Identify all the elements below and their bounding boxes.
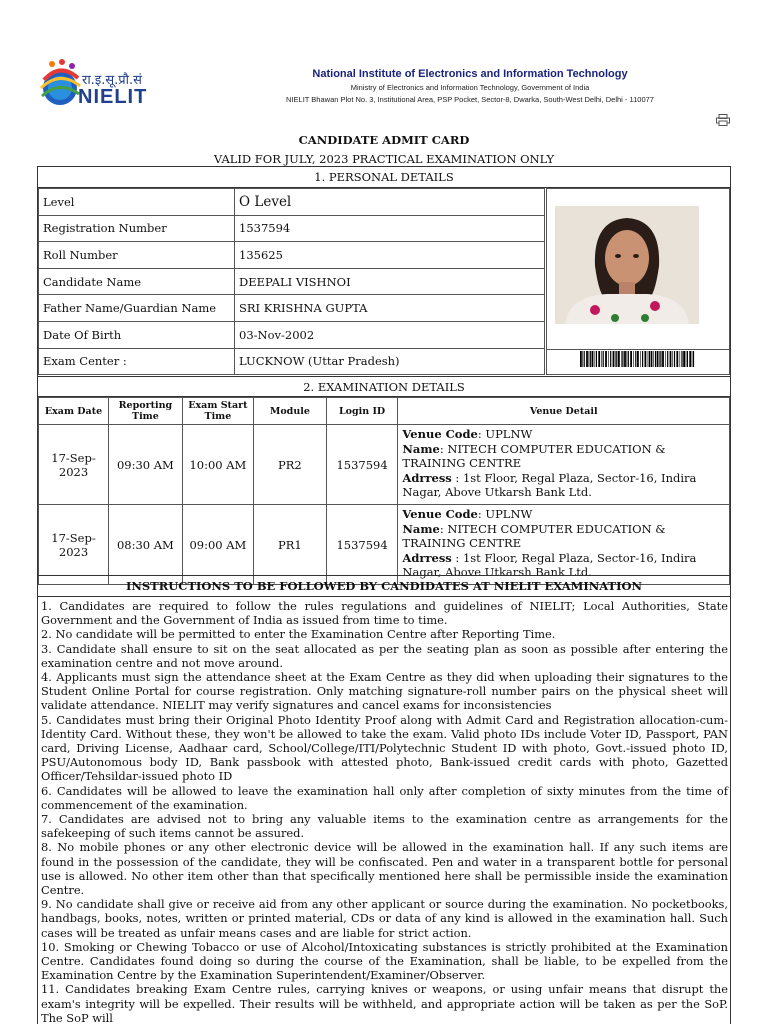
personal-row — [39, 189, 545, 216]
exam-column-header: Exam Start Time — [182, 398, 253, 425]
instructions-heading: INSTRUCTIONS TO BE FOLLOWED BY CANDIDATES AT NIELIT EXAMINATION — [38, 575, 730, 597]
exam-date-cell: 17-Sep-2023 — [39, 505, 109, 585]
page-header — [0, 0, 768, 120]
venue-name-label: Name — [402, 441, 440, 456]
print-icon[interactable] — [716, 114, 730, 126]
exam-column-header: Login ID — [326, 398, 398, 425]
candidate-photo — [555, 206, 699, 324]
personal-label: Father Name/Guardian Name — [39, 295, 235, 322]
instruction-item: 5. Candidates must bring their Original Photo Identity Proof along with Admit Card and Registration allocation-cum-Identity Card. Without these, they won't be allowed to take the exam. Valid photo IDs include Voter ID, Passport, PAN card, Driving License, Aadhaar card, School/College/ITI/Polytechnic Student ID with photo, Govt.-issued photo ID, PSU/Autonomous body ID, Bank passbook with attested photo, Bank-issued credit cards with photo, Gazetted Officer/Tehsildar-issued photo ID — [41, 712, 728, 784]
instruction-item: 3. Candidate shall ensure to sit on the seat allocated as per the seating plan as soon as possible after entering the examination centre and not move around. — [41, 641, 728, 670]
instructions-list — [41, 599, 728, 1025]
admit-card-title: CANDIDATE ADMIT CARD — [298, 133, 470, 147]
exam-module-cell: PR2 — [254, 425, 327, 505]
personal-row — [39, 348, 545, 375]
instruction-item: 8. No mobile phones or any other electronic device will be allowed in the examination hall. If any such items are found in the possession of the candidate, they will be confiscated. Pen and water in a transparent bottle for personal use is allowed. No other item other than that specifically mentioned here shall be permissible inside the examination Centre. — [41, 840, 728, 898]
venue-address-label: Adrress — [402, 550, 452, 565]
personal-label: Date Of Birth — [39, 321, 235, 348]
address-line: NIELIT Bhawan Plot No. 3, Institutional Area, PSP Pocket, Sector-8, Dwarka, South-West Delhi, Delhi - 110077 — [286, 95, 654, 104]
instruction-item: 6. Candidates will be allowed to leave the examination hall only after completion of sixty minutes from the time of commencement of the examination. — [41, 783, 728, 812]
instruction-item: 11. Candidates breaking Exam Centre rules, carrying knives or weapons, or using unfair means that disrupt the exam's integrity will be expelled. Their results will be withheld, and appropriate action will be taken as per the SoP. The SoP will — [41, 982, 728, 1025]
logo-text: NIELIT — [78, 86, 148, 108]
personal-row — [39, 242, 545, 269]
personal-label: Candidate Name — [39, 268, 235, 295]
personal-value: 03-Nov-2002 — [235, 321, 545, 348]
personal-value: O Level — [235, 189, 545, 216]
instruction-item: 1. Candidates are required to follow the rules regulations and guidelines of NIELIT; Local Authorities, State Government and the Government of India as issued from time to time. — [41, 599, 728, 628]
personal-row — [39, 268, 545, 295]
personal-label: Registration Number — [39, 215, 235, 242]
instruction-item: 2. No candidate will be permitted to enter the Examination Centre after Reporting Time. — [41, 627, 556, 642]
instruction-item: 10. Smoking or Chewing Tobacco or use of Alcohol/Intoxicating substances is strictly prohibited at the Examination Centre. Candidates found doing so during the course of the Examination, shall be liable, to be expelled from the Examination Centre by the Examination Superintendent/Examiner/Observer. — [41, 939, 728, 983]
exam-row — [39, 425, 730, 505]
personal-label: Exam Center : — [39, 348, 235, 375]
exam-date-cell: 17-Sep-2023 — [39, 425, 109, 505]
venue-code: : UPLNW — [477, 507, 533, 521]
instruction-item: 4. Applicants must sign the attendance sheet at the Exam Centre as they did when uploading their signatures to the Student Online Portal for course registration. Only matching signature-roll number pairs on the physical sheet will validate attendance. NIELIT may verify signatures and cancel exams for inconsistencies — [41, 670, 728, 713]
exam-start-cell: 09:00 AM — [182, 505, 253, 585]
venue-address: : 1st Floor, Regal Plaza, Sector-16, Indira Nagar, Above Utkarsh Bank Ltd. — [402, 550, 697, 579]
organization-block — [200, 68, 740, 104]
personal-details-table — [38, 188, 545, 375]
exam-login-cell: 1537594 — [326, 425, 398, 505]
venue-detail-cell — [398, 425, 730, 505]
personal-value: SRI KRISHNA GUPTA — [235, 295, 545, 322]
personal-row — [39, 321, 545, 348]
venue-code-label: Venue Code — [402, 427, 478, 441]
venue-name: : NITECH COMPUTER EDUCATION & TRAINING CENTRE — [402, 441, 666, 470]
exam-column-header: Exam Date — [39, 398, 109, 425]
exam-reporting-cell: 09:30 AM — [109, 425, 183, 505]
exam-module-cell: PR1 — [254, 505, 327, 585]
venue-code: : UPLNW — [477, 427, 533, 441]
exam-column-header: Venue Detail — [398, 398, 730, 425]
exam-column-header: Module — [254, 398, 327, 425]
ministry-line: Ministry of Electronics and Information Technology, Government of India — [350, 83, 590, 92]
venue-name: : NITECH COMPUTER EDUCATION & TRAINING CENTRE — [402, 521, 666, 550]
personal-value: 1537594 — [235, 215, 545, 242]
exam-details-heading: 2. EXAMINATION DETAILS — [38, 376, 730, 397]
venue-code-label: Venue Code — [402, 507, 478, 521]
personal-label: Roll Number — [39, 242, 235, 269]
personal-label: Level — [39, 189, 235, 216]
barcode — [580, 351, 696, 367]
venue-address-label: Adrress — [402, 470, 452, 485]
personal-value: LUCKNOW (Uttar Pradesh) — [235, 348, 545, 375]
personal-row — [39, 295, 545, 322]
personal-value: 135625 — [235, 242, 545, 269]
exam-row — [39, 505, 730, 585]
exam-login-cell: 1537594 — [326, 505, 398, 585]
exam-reporting-cell: 08:30 AM — [109, 505, 183, 585]
personal-row — [39, 215, 545, 242]
exam-details-table — [38, 397, 730, 585]
venue-name-label: Name — [402, 521, 440, 536]
org-name: National Institute of Electronics and Information Technology — [312, 68, 628, 80]
logo-hindi-text: रा.इ.सू.प्रौ.सं — [82, 73, 142, 88]
personal-value: DEEPALI VISHNOI — [235, 268, 545, 295]
venue-address: : 1st Floor, Regal Plaza, Sector-16, Indira Nagar, Above Utkarsh Bank Ltd. — [402, 470, 697, 499]
exam-column-header: Reporting Time — [109, 398, 183, 425]
personal-details-heading: 1. PERSONAL DETAILS — [38, 167, 730, 188]
instruction-item: 7. Candidates are advised not to bring any valuable items to the examination centre as arrangements for the safekeeping of such items cannot be assured. — [41, 812, 728, 841]
exam-start-cell: 10:00 AM — [182, 425, 253, 505]
admit-card-subtitle: VALID FOR JULY, 2023 PRACTICAL EXAMINATION ONLY — [213, 152, 555, 166]
instruction-item: 9. No candidate shall give or receive aid from any other applicant or source during the examination. No pocketbooks, handbags, books, notes, written or printed material, CDs or data of any kind is allowed in the examination hall. Such cases will be treated as unfair means cases and are liable for strict action. — [41, 897, 728, 940]
venue-detail-cell — [398, 505, 730, 585]
